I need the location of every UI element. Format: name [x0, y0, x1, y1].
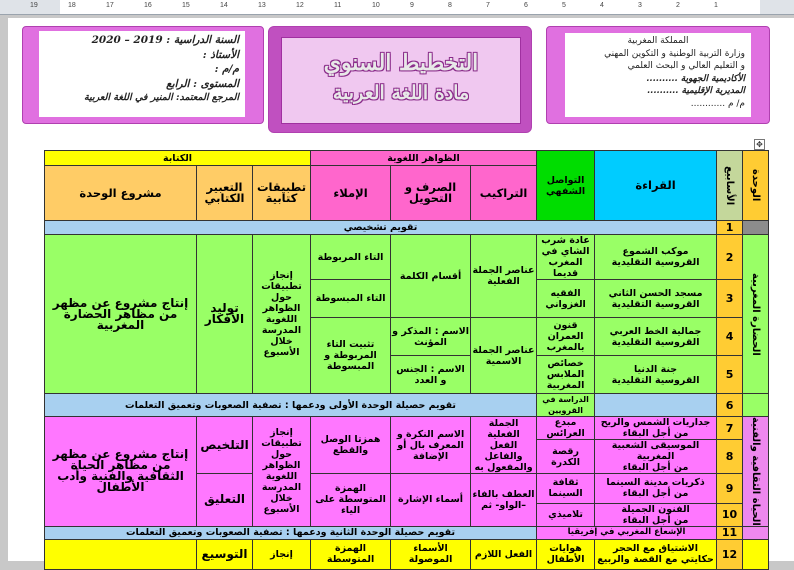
main-title: التخطيط السنوي — [323, 50, 479, 76]
reading-text: جمالية الخط العربي القروسية التقليدية — [595, 318, 717, 356]
oral-topic: هوايات الأطفال — [537, 539, 595, 569]
morphology-lesson: الاسم النكرة و المعرف بال أو الإضافة — [391, 417, 471, 474]
ruler-tick-label: 7 — [486, 2, 490, 9]
morphology-lesson: الاسم : المذكر و المؤنث — [391, 318, 471, 356]
unit-1-name: الحضارة المغربية — [743, 235, 769, 394]
school-year-info-box — [22, 26, 264, 124]
level-label: المستوى : الرابع — [166, 77, 239, 90]
kingdom-label: المملكة المغربية — [627, 36, 689, 46]
unit-3-name — [743, 539, 769, 569]
diagnostic-eval-row: تقويم تشخيصي — [45, 221, 717, 235]
header-writing-apps: تطبيقات كتابية — [253, 166, 311, 221]
reading-text: موكب الشموع القروسية التقليدية — [595, 235, 717, 280]
academy-label: الأكاديمية الجهوية .......... — [646, 73, 745, 84]
week-number: 11 — [717, 526, 743, 539]
reading-text: الفنون الجميلة من أجل البقاء — [595, 503, 717, 526]
ruler-tick-label: 5 — [562, 2, 566, 9]
morphology-lesson: أسماء الإشارة — [391, 474, 471, 527]
school-code-label: م/ م ............ — [690, 98, 745, 109]
header-morphology: الصرف و التحويل — [391, 166, 471, 221]
eval-oral-topic: الدراسة في القرويين — [537, 394, 595, 417]
week-number: 7 — [717, 417, 743, 440]
ruler-tick-label: 12 — [296, 2, 304, 9]
unit-project: إنتاج مشروع عن مظهر من مظاهر الحضارة المغربية — [45, 235, 197, 394]
ruler-tick-label: 11 — [334, 2, 342, 9]
ruler-tick-label: 13 — [258, 2, 266, 9]
expression-topic: توليد الأفكار — [197, 235, 253, 394]
reading-text: جنة الدنيا القروسية التقليدية — [595, 356, 717, 394]
eval-unit-cell — [743, 394, 769, 417]
morphology-lesson: الاسم : الجنس و العدد — [391, 356, 471, 394]
ruler-tick-label: 1 — [714, 2, 718, 9]
ministry-line-2: و التعليم العالي و البحث العلمي — [627, 61, 745, 71]
expression-topic: التلخيص — [197, 417, 253, 474]
syntax-lesson: الفعل اللازم — [471, 539, 537, 569]
week-number: 1 — [717, 221, 743, 235]
ministry-info-box — [546, 26, 770, 124]
header-expression: التعبير الكتابي — [197, 166, 253, 221]
ruler-tick-label: 8 — [448, 2, 452, 9]
school-label: م/م : — [214, 63, 239, 75]
header-reading: القراءة — [595, 151, 717, 221]
dictation-lesson: الهمزة المتوسطة على الياء — [311, 474, 391, 527]
oral-topic: الفقيه الغزواني — [537, 280, 595, 318]
week-number: 12 — [717, 539, 743, 569]
eval-reading-cell — [595, 394, 717, 417]
header-syntax: التراكيب — [471, 166, 537, 221]
syntax-lesson: العطف بالفاء –الواو- ثم — [471, 474, 537, 527]
week-number: 5 — [717, 356, 743, 394]
ruler-tick-label: 10 — [372, 2, 380, 9]
dictation-lesson: التاء المبسوطة — [311, 280, 391, 318]
oral-topic: تلاميذي — [537, 503, 595, 526]
week-number: 8 — [717, 440, 743, 474]
syntax-lesson: عناصر الجملة الاسمية — [471, 318, 537, 394]
header-writing: الكتابة — [45, 151, 311, 166]
table-move-handle-icon[interactable]: ✥ — [754, 139, 765, 150]
dictation-lesson: تثبيت التاء المربوطة و المبسوطة — [311, 318, 391, 394]
dictation-lesson: التاء المربوطة — [311, 235, 391, 280]
header-dictation: الإملاء — [311, 166, 391, 221]
eval-oral-topic: الإشعاع المغربي في إفريقيا — [537, 526, 717, 539]
reference-label: المرجع المعتمد: المنير في اللغة العربية — [84, 92, 239, 103]
oral-topic: قنون العمران بالمغرب — [537, 318, 595, 356]
writing-apps-text: إنجاز تطبيقات حول الظواهر اللغوية المدرسة خلال الأسبوع — [253, 235, 311, 394]
oral-topic: رقصة الكدرة — [537, 440, 595, 474]
oral-topic: مبدع العرائس — [537, 417, 595, 440]
ruler-tick-label: 18 — [68, 2, 76, 9]
ministry-line-1: وزارة التربية الوطنية و التكوين المهني — [604, 48, 745, 59]
directorate-label: المديرية الإقليمية .......... — [647, 86, 745, 96]
header-project: مشروع الوحدة — [45, 166, 197, 221]
week-number: 4 — [717, 318, 743, 356]
expression-topic: التوسيع — [197, 539, 253, 569]
unit-project — [45, 539, 197, 569]
eval-unit-cell — [743, 526, 769, 539]
reading-text: ذكريات مدينة السينما من أجل البقاء — [595, 474, 717, 504]
syntax-lesson: الجملة الفعلية الفعل والفاعل والمفعول به — [471, 417, 537, 474]
ruler-tick-label: 6 — [524, 2, 528, 9]
ruler-tick-label: 17 — [106, 2, 114, 9]
week-number: 9 — [717, 474, 743, 504]
annual-plan-table — [44, 150, 769, 570]
oral-topic: خصائص الملابس المغربية — [537, 356, 595, 394]
unit-2-name: الحياة الثقافية والفنية — [743, 417, 769, 527]
ruler-tick-label: 2 — [676, 2, 680, 9]
header-unit: الوحدة — [743, 151, 769, 221]
syntax-lesson: عناصر الجملة الفعلية — [471, 235, 537, 318]
oral-topic: عادة شرب الشاي في المغرب قديما — [537, 235, 595, 280]
week-number: 10 — [717, 503, 743, 526]
ruler-tick-label: 3 — [638, 2, 642, 9]
ruler-tick-label: 15 — [182, 2, 190, 9]
expression-topic: التعليق — [197, 474, 253, 527]
oral-topic: ثقافة السينما — [537, 474, 595, 504]
reading-text: جداريات الشمس والريح من أجل البقاء — [595, 417, 717, 440]
unit-2-eval-row: تقويم حصيلة الوحدة الثانية ودعمها : تصفية الصعوبات وتعميق التعلمات — [45, 526, 537, 539]
teacher-label: الأستاذ : — [202, 48, 239, 61]
title-banner — [268, 26, 532, 133]
unit-project: إنتاج مشروع عن مظهر من مظاهر الحياة الثقافية والفنية وأدب الأطفال — [45, 417, 197, 527]
writing-apps-text: إنجاز — [253, 539, 311, 569]
ruler-tick-label: 9 — [410, 2, 414, 9]
ruler-tick-label: 4 — [600, 2, 604, 9]
dictation-lesson: الهمزة المتوسطة — [311, 539, 391, 569]
header-weeks: الأسابيع — [717, 151, 743, 221]
ruler-tick-label: 16 — [144, 2, 152, 9]
document-ruler — [0, 0, 794, 15]
ruler-tick-label: 19 — [30, 2, 38, 9]
morphology-lesson: أقسام الكلمة — [391, 235, 471, 318]
reading-text: الاشتياق مع الحجر حكايتي مع القصة والربيع — [595, 539, 717, 569]
diag-unit-cell — [743, 221, 769, 235]
week-number: 6 — [717, 394, 743, 417]
reading-text: الموسيقى الشعبية المغربية من أجل البقاء — [595, 440, 717, 474]
dictation-lesson: همزتا الوصل والقطع — [311, 417, 391, 474]
ruler-tick-label: 14 — [220, 2, 228, 9]
unit-1-eval-row: تقويم حصيلة الوحدة الأولى ودعمها : تصفية الصعوبات وتعميق التعلمات — [45, 394, 537, 417]
school-year: السنة الدراسية : 2019 – 2020 — [91, 34, 239, 46]
morphology-lesson: الأسماء الموصولة — [391, 539, 471, 569]
subject-title: مادة اللغة العربية — [332, 82, 470, 104]
week-number: 3 — [717, 280, 743, 318]
week-number: 2 — [717, 235, 743, 280]
header-oral: التواصل الشفهي — [537, 151, 595, 221]
writing-apps-text: إنجاز تطبيقات حول الظواهر اللغوية المدرسة خلال الأسبوع — [253, 417, 311, 527]
reading-text: مسجد الحسن الثاني القروسية التقليدية — [595, 280, 717, 318]
header-language-phenomena: الظواهر اللغوية — [311, 151, 537, 166]
